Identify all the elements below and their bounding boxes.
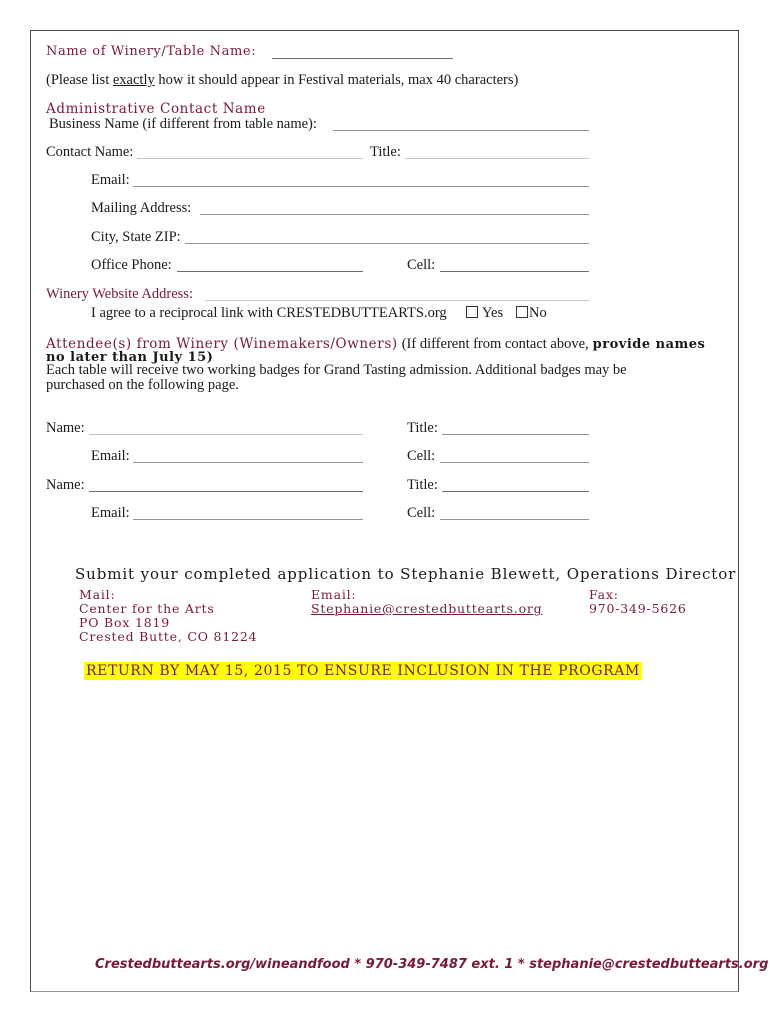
business-name-field[interactable]	[333, 130, 589, 131]
reciprocal-link-text: I agree to a reciprocal link with CRESTEDBUTTEARTS.org	[91, 305, 447, 321]
contact-cell-label: Cell:	[407, 257, 436, 273]
attendee-1-name-field[interactable]	[89, 434, 363, 435]
attendees-heading: Attendee(s) from Winery (Winemakers/Owners)	[46, 336, 398, 352]
contact-name-field[interactable]	[137, 158, 363, 159]
attendees-description-2: purchased on the following page.	[46, 377, 239, 393]
email-label: Email:	[311, 587, 357, 602]
city-state-zip-field[interactable]	[185, 243, 589, 244]
reciprocal-yes-option[interactable]	[466, 305, 503, 322]
note-suffix: how it should appear in Festival materials, max 40 characters)	[154, 72, 519, 88]
website-field[interactable]	[205, 300, 589, 301]
attendee-1-name-label: Name:	[46, 420, 85, 436]
contact-email-label: Email:	[91, 172, 130, 188]
attendee-2-title-field[interactable]	[442, 491, 589, 492]
fax-label: Fax:	[589, 587, 619, 602]
attendee-2-cell-label: Cell:	[407, 505, 436, 521]
yes-checkbox[interactable]	[466, 306, 478, 318]
note-emphasis: exactly	[112, 72, 155, 88]
attendees-deadline-note: no later than July 15)	[46, 350, 214, 365]
city-state-zip-label: City, State ZIP:	[91, 229, 181, 245]
winery-name-field[interactable]	[272, 58, 453, 59]
attendee-1-email-label: Email:	[91, 448, 130, 464]
fax-value: 970-349-5626	[589, 601, 687, 616]
contact-email-field[interactable]	[133, 186, 589, 187]
yes-label: Yes	[482, 305, 504, 321]
website-label: Winery Website Address:	[46, 286, 193, 302]
attendee-1-cell-field[interactable]	[440, 462, 589, 463]
contact-title-label: Title:	[370, 144, 401, 160]
attendees-note: (If different from contact above,	[401, 336, 589, 352]
admin-contact-heading: Administrative Contact Name	[46, 101, 266, 117]
mail-label: Mail:	[79, 587, 116, 602]
attendee-2-cell-field[interactable]	[440, 519, 589, 520]
footer-contact: Crestedbuttearts.org/wineandfood * 970-349-7487 ext. 1 * stephanie@crestedbuttearts.org	[95, 957, 769, 972]
mail-block	[79, 588, 257, 644]
form-border	[30, 30, 739, 992]
mail-line-1: Center for the Arts	[79, 601, 215, 616]
winery-name-note	[46, 72, 518, 89]
attendee-2-email-field[interactable]	[133, 519, 363, 520]
note-prefix: (Please list	[46, 72, 113, 88]
contact-title-field[interactable]	[405, 158, 589, 159]
attendee-1-title-field[interactable]	[442, 434, 589, 435]
winery-name-label: Name of Winery/Table Name:	[46, 44, 257, 59]
attendee-2-name-label: Name:	[46, 477, 85, 493]
attendee-1-title-label: Title:	[407, 420, 438, 436]
business-name-label: Business Name (if different from table name):	[49, 116, 317, 132]
office-phone-label: Office Phone:	[91, 257, 172, 273]
mailing-address-label: Mailing Address:	[91, 200, 192, 216]
attendee-1-email-field[interactable]	[133, 462, 363, 463]
attendee-2-name-field[interactable]	[89, 491, 363, 492]
mail-line-3: Crested Butte, CO 81224	[79, 629, 258, 644]
email-link[interactable]: Stephanie@crestedbuttearts.org	[311, 601, 543, 616]
office-phone-field[interactable]	[177, 271, 363, 272]
mailing-address-field[interactable]	[200, 214, 589, 215]
return-deadline-banner: RETURN BY MAY 15, 2015 TO ENSURE INCLUSION IN THE PROGRAM	[86, 663, 640, 679]
attendees-description-1: Each table will receive two working badges for Grand Tasting admission. Additional badges may be	[46, 362, 627, 378]
reciprocal-no-option[interactable]	[516, 305, 547, 322]
attendee-1-cell-label: Cell:	[407, 448, 436, 464]
contact-cell-field[interactable]	[440, 271, 589, 272]
fax-block	[589, 588, 687, 616]
attendees-bold-note: provide names	[592, 337, 706, 352]
attendee-2-title-label: Title:	[407, 477, 438, 493]
submit-heading: Submit your completed application to Stephanie Blewett, Operations Director	[75, 565, 737, 583]
no-checkbox[interactable]	[516, 306, 528, 318]
attendee-2-email-label: Email:	[91, 505, 130, 521]
contact-name-label: Contact Name:	[46, 144, 134, 160]
email-block	[311, 588, 542, 616]
mail-line-2: PO Box 1819	[79, 615, 170, 630]
no-label: No	[529, 305, 547, 321]
